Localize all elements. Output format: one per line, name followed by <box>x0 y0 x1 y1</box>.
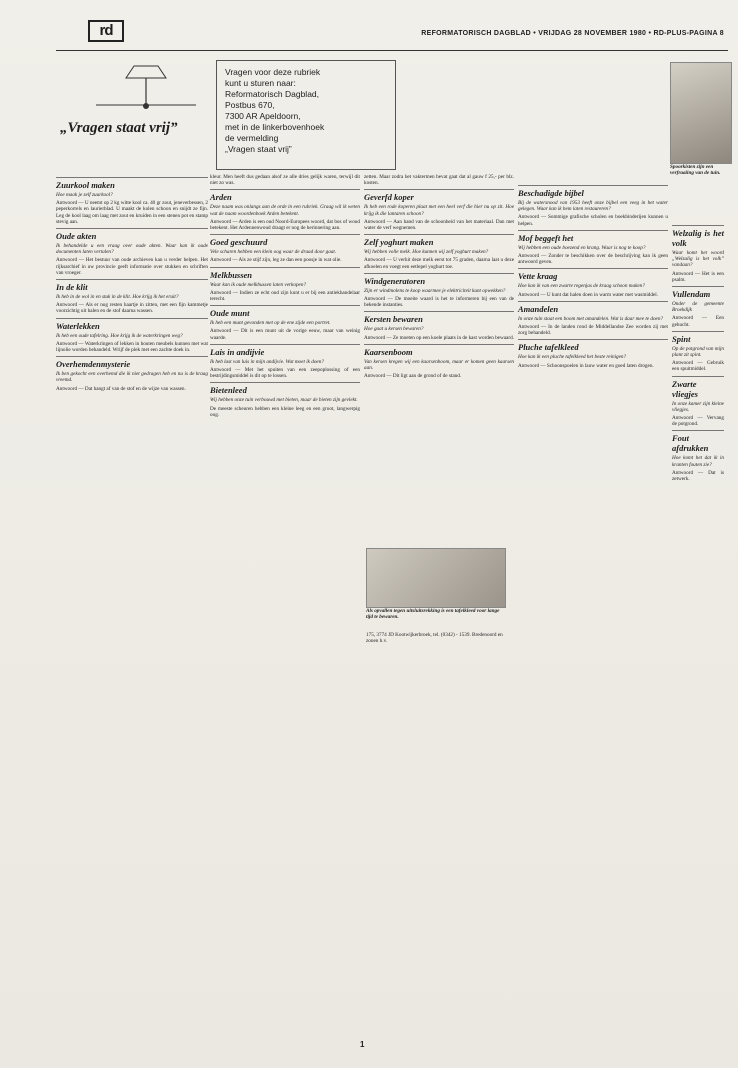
answer-text: Antwoord — Dat is zetwerk. <box>672 469 724 483</box>
invite-line: Vragen voor deze rubriek <box>225 67 321 77</box>
reader-question: Hoe kan ik van een zwarte regenjas de kraag schoon maken? <box>518 283 645 290</box>
answer-text: Antwoord — Dat hangt af van de stof en de wijze van wassen. <box>56 385 186 392</box>
article-heading: Zwarte vliegjes <box>672 376 724 399</box>
column-3 <box>364 174 514 381</box>
answer-text: Antwoord — Het bestuur van oude archieven kan u verder helpen. Het rijksarchief in uw provincie geeft informatie over stukken en schriften van vroeger. <box>56 257 208 276</box>
answer-text: Antwoord — Dit ligt aan de grond of de stand. <box>364 373 462 380</box>
answer-text: Antwoord — Schoonspoelen in lauw water en goed laten drogen. <box>518 362 654 369</box>
article-heading: Vette kraag <box>518 268 668 281</box>
reader-question: Van kersen kregen wij een kaarsenboom, maar er komen geen kaarsen aan. <box>364 358 514 372</box>
reader-question: Ik heb last van luis in mijn andijvie. Wat moet ik doen? <box>210 358 324 365</box>
garden-photo <box>670 62 732 164</box>
article-heading: Oude akten <box>56 228 208 241</box>
article-heading: Spint <box>672 331 724 344</box>
answer-text: Antwoord — Gebruik een spuitmiddel. <box>672 360 724 373</box>
answer-text: kleur. Men heeft dus gedaan alsof ze alle dries gelijk waren, terwijl dit niet zo was. <box>210 174 360 187</box>
article-heading: In de klit <box>56 279 208 292</box>
answer-text: Antwoord — Met het spuiten van een zeepoplossing of een bestrijdingsmiddel is dit op te lossen. <box>210 367 360 380</box>
article-heading: Kersten bewaren <box>364 311 514 324</box>
column-1 <box>56 174 208 394</box>
reader-question: Op de potgrond van mijn plant zit spint. <box>672 345 724 359</box>
article-heading: Zuurkool maken <box>56 177 208 190</box>
page-number: 1 <box>360 1040 365 1049</box>
page-header <box>56 10 724 48</box>
reader-question: In onze kamer zijn kleine vliegjes. <box>672 400 724 413</box>
reader-question: Waar kan ik oude melkbussen laten verkopen? <box>210 281 307 288</box>
article-heading: Oude munt <box>210 305 360 318</box>
reader-question: Ik heb een munt gevonden met op de ene zijde een portret. <box>210 320 331 327</box>
reader-question: Wij hebben een oude boezend en krang. Waar is nog te koop? <box>518 244 646 251</box>
reader-question: Hoe komt het dat ik in kranten fouten zie? <box>672 455 724 468</box>
submission-box <box>216 60 396 170</box>
reader-question: Bij de watersnood van 1953 heeft onze bijbel een veeg in het water gelegen. Waar kan ik hem laten restaureren? <box>518 200 668 213</box>
answer-text: zetten. Maar zodra het vaktermen bevat gaat dat al gauw f 25,- per blz. kosten. <box>364 174 514 187</box>
answer-text: Antwoord — Arden is een oud Noord-Europees woord, dat bos of woud betekent. Het Ardennenwoud draagt er nog de herinnering aan. <box>210 218 360 232</box>
answer-text: Antwoord — Het is een psalm. <box>672 270 724 283</box>
answer-text: Antwoord — Dit is een munt uit de vorige eeuw, maar van weinig waarde. <box>210 328 360 341</box>
masthead: REFORMATORISCH DAGBLAD • VRIJDAG 28 NOVEMBER 1980 • RD-PLUS-PAGINA 8 <box>421 30 724 37</box>
answer-text: Antwoord — Als er nog resten haartje in zitten, met een fijn kammetje voorzichtig uit halen en de stof daarna wassen. <box>56 302 208 315</box>
reader-question: Hoe maak je zelf zuurkool? <box>56 192 113 198</box>
reader-question: Ik heb een rode koperen plaat met een heel verf die hier nu op zit. Hoe krijg ik die lantaren schoon? <box>364 204 514 217</box>
answer-text: Antwoord — Een gehucht. <box>672 315 724 328</box>
tablecloth-photo <box>366 548 506 608</box>
reader-question: Ik behandelde u een vraag over oude akten. Waar kan ik oude documenten laten vertalen? <box>56 243 208 256</box>
reader-question: Waar komt het woord „Welzalig is het volk” vandaan? <box>672 250 724 269</box>
answer-text: Antwoord — In de landen rond de Middellandse Zee worden zij met zorg behandeld. <box>518 324 668 337</box>
answer-text: Antwoord — U verhit deze melk eerst tot 75 graden, daarna laat u deze afkoelen en voegt een eetlepel yoghurt toe. <box>364 257 514 270</box>
answer-text: Antwoord — Waterkringen of lekken in houten meubels kunnen met wat lijnolie worden behandeld. Wrijf de plek met een zachte doek in. <box>56 340 208 354</box>
reader-question: Deze naam was onlangs aan de orde in een rubriek. Graag wil ik weten wat de naam woordenboek Arden betekent. <box>210 204 360 217</box>
article-heading: Amandelen <box>518 301 668 314</box>
reader-question: Ik ben gekocht een overhemd die ik niet gedragen heb en nu is de kraag vreemd. <box>56 371 208 384</box>
article-heading: Windgeneratoren <box>364 273 514 286</box>
photo-caption: Spoorkisten zijn een verfraaiing van de tuin. <box>670 164 721 176</box>
answer-text: Antwoord — Vervang de potgrond. <box>672 415 724 428</box>
answer-text: Antwoord — U kunt dat halen doen in warm water met wasmiddel. <box>518 291 659 298</box>
reader-question: In onze tuin staat een boom met amandelen. Wat is daar mee te doen? <box>518 315 664 322</box>
article-heading: Waterlekken <box>56 318 208 331</box>
rd-logo: rd <box>88 20 124 42</box>
article-heading: Zelf yoghurt maken <box>364 234 514 247</box>
answer-text: Antwoord — De moeite waard is het te informeren bij een van de bekende instanties. <box>364 296 514 309</box>
article-heading: Kaarsenboom <box>364 344 514 357</box>
article-heading: Arden <box>210 189 360 202</box>
reader-question: Hoe kan ik een pluche tafelkleed het beste reinigen? <box>518 354 627 361</box>
article-heading: Overhemdenmysterie <box>56 356 208 369</box>
photo-caption: Als opvallen tegen uitsluitsrekking is een tafelkleed voor lange tijd te bewaren. <box>366 608 500 620</box>
answer-text: Antwoord — Indien ze echt oud zijn kunt u er bij een antiekhandelaar terecht. <box>210 289 360 303</box>
header-rule <box>56 50 728 51</box>
invite-line: kunt u sturen naar: <box>225 78 296 88</box>
invite-line: de vermelding <box>225 133 279 143</box>
answer-text: Antwoord — Ze moeten op een koele plaats in de kast worden bewaard. <box>364 334 514 341</box>
article-heading: Welzalig is het volk <box>672 225 724 248</box>
reader-question: Ik heb een oude tafelring. Hoe krijg ik de waterkringen weg? <box>56 332 183 339</box>
article-heading: Goed geschuurd <box>210 234 360 247</box>
desk-lamp-icon <box>86 60 206 110</box>
reader-question: Onder de gemeente Broekdijk <box>672 301 724 314</box>
article-heading: Fout afdrukken <box>672 430 724 453</box>
banner-title: „Vragen staat vrij” <box>60 120 178 136</box>
column-banner <box>56 58 226 168</box>
invite-line: met in de linkerbovenhoek <box>225 122 325 132</box>
reader-question: Hoe gaat u kersen bewaren? <box>364 326 424 333</box>
article-heading: Melkbussen <box>210 267 360 280</box>
answer-text: Antwoord — Als ze stijf zijn, leg ze dan een poosje in wat olie. <box>210 257 342 264</box>
invite-line: Reformatorisch Dagblad, <box>225 89 320 99</box>
article-heading: Geverfd koper <box>364 189 514 202</box>
article-heading: Mof beggeft het <box>518 230 668 243</box>
address-text: 175, 3774 JD Kootwijkerbroek, tel. (0342) - 1539. Bredenoord en zonen b.v. <box>366 632 503 644</box>
reader-question: Zijn er windmolens te koop waarmee je elektriciteit kunt opwekken? <box>364 287 506 294</box>
column-4 <box>518 182 668 371</box>
reader-question: Ik heb in de wol in en stuk in de klit. Hoe krijg ik het eruit? <box>56 294 179 301</box>
answer-text: Antwoord — Zonder te beschikken over de beschrijving kan ik geen antwoord geven. <box>518 253 668 266</box>
article-heading: Bietenleed <box>210 382 360 395</box>
answer-text: Antwoord — U neemt op 2 kg witte kool ca. 40 gr zout, jeneverbessen, 2 peperkorrels en laurierblad. U maakt de kolen schoon en snijdt ze fijn. Leg de kool laag om laag met zout en kruiden in een stenen pot en stamp stevig aan. <box>56 200 208 225</box>
article-heading: Beschadigde bijbel <box>518 185 668 198</box>
article-heading: Pluche tafelkleed <box>518 339 668 352</box>
answer-text: Antwoord — Sommige grafische scholen en boekbinderijen kunnen u helpen. <box>518 214 668 227</box>
invite-line: Postbus 670, <box>225 100 275 110</box>
article-heading: Vullendam <box>672 286 724 299</box>
invite-line: 7300 AR Apeldoorn, <box>225 111 301 121</box>
invite-line: „Vragen staat vrij” <box>225 144 292 154</box>
reader-question: Wij hebben onze tuin verbouwd met bieten, maar de bieten zijn gevlekt. <box>210 397 358 404</box>
reader-question: Wij hebben volle melk. Hoe kunnen wij zelf yoghurt maken? <box>364 249 489 256</box>
column-5 <box>672 222 724 484</box>
article-heading: Lais in andijvie <box>210 344 360 357</box>
answer-text: Antwoord — Aan hand van de schoonheid van het materiaal. Dan met water de verf wegnemen. <box>364 218 514 232</box>
column-2 <box>210 174 360 420</box>
reader-question: Vele scharen hebben een klein oog waar de draad door gaat. <box>210 249 337 256</box>
answer-text: De meeste scheuren hebben een kleine leeg en een groot, langwerpig oog. <box>210 405 360 418</box>
